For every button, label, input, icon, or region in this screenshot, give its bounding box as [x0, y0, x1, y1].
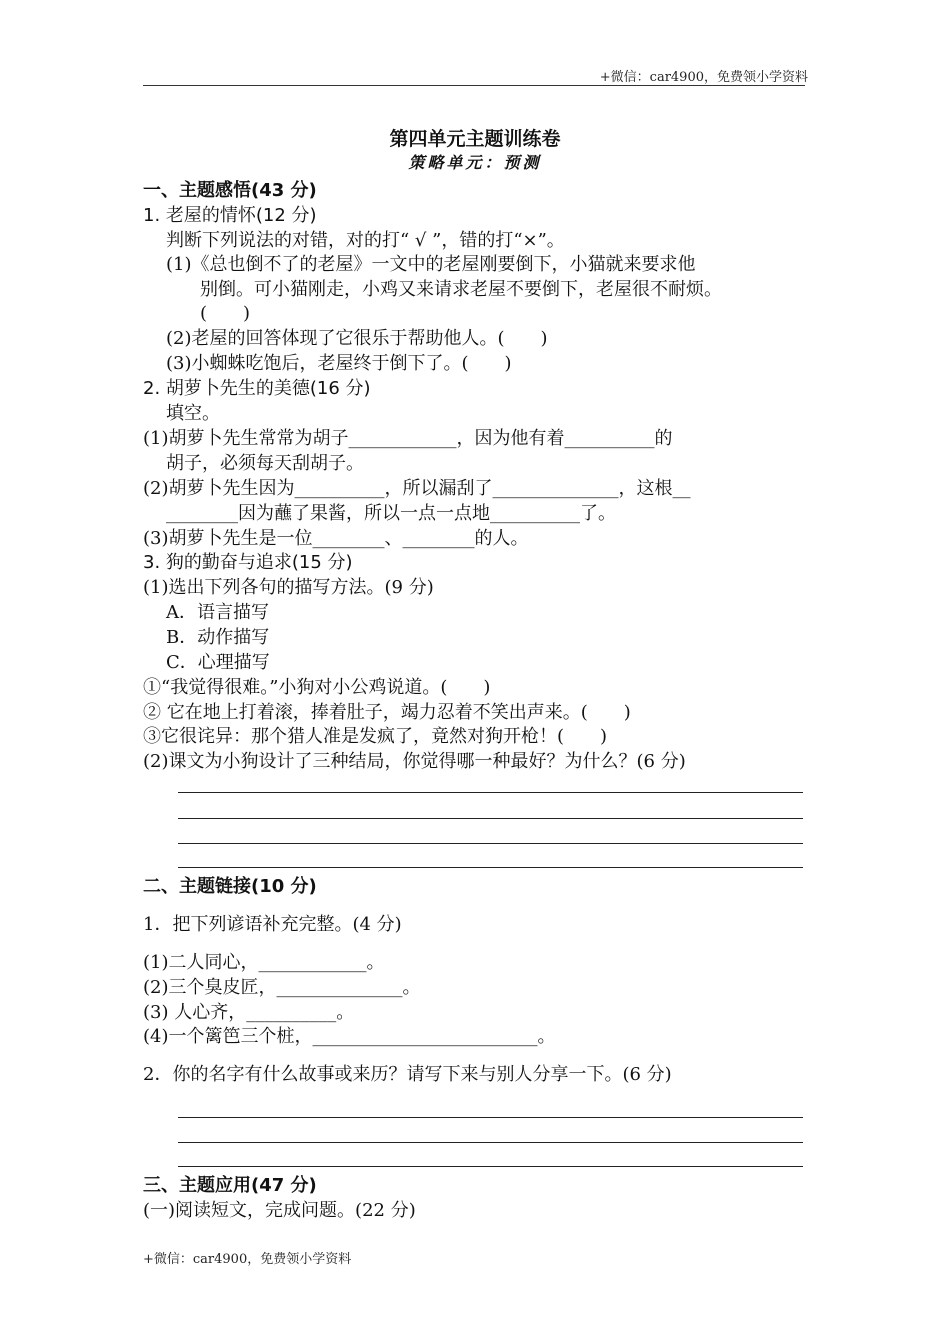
question-title: 2．你的名字有什么故事或来历？请写下来与别人分享一下。(6 分) — [143, 1064, 672, 1085]
question-title: 1. 老屋的情怀(12 分) — [143, 205, 317, 226]
question-title: 1．把下列谚语补充完整。(4 分) — [143, 914, 402, 935]
sentence-item: ①“我觉得很难。”小狗对小公鸡说道。( ) — [143, 677, 491, 698]
footer-note: +微信：car4900，免费领小学资料 — [143, 1252, 352, 1267]
proverb-item: (4)一个篱笆三个桩，_________________________。 — [143, 1026, 556, 1047]
question-item: (1)胡萝卜先生常常为胡子____________，因为他有着__________的 — [143, 428, 673, 449]
option-item: A．语言描写 — [166, 602, 269, 623]
answer-line[interactable] — [178, 1142, 803, 1143]
question-item: (2)老屋的回答体现了它很乐于帮助他人。( ) — [166, 328, 548, 349]
question-item: (2)胡萝卜先生因为__________，所以漏刮了______________，这根__ — [143, 478, 691, 499]
question-item: 别倒。可小猫刚走，小鸡又来请求老屋不要倒下，老屋很不耐烦。 — [200, 279, 722, 300]
question-item: (1)《总也倒不了的老屋》一文中的老屋刚要倒下，小猫就来要求他 — [166, 254, 696, 275]
question-title: 3. 狗的勤奋与追求(15 分) — [143, 552, 353, 573]
answer-line[interactable] — [178, 867, 803, 868]
section-heading-3: 三、主题应用(47 分) — [143, 1175, 317, 1196]
option-item: B．动作描写 — [166, 627, 270, 648]
question-item: (3)小蜘蛛吃饱后，老屋终于倒下了。( ) — [166, 353, 512, 374]
question-item: ________因为蘸了果酱，所以一点一点地__________了。 — [166, 503, 616, 524]
answer-line[interactable] — [178, 843, 803, 844]
sentence-item: ③它很诧异：那个猎人准是发疯了，竟然对狗开枪！( ) — [143, 726, 608, 747]
question-instruction: 填空。 — [166, 403, 220, 424]
question-sub: (2)课文为小狗设计了三种结局，你觉得哪一种最好？为什么？(6 分) — [143, 751, 686, 772]
header-rule — [143, 85, 805, 86]
answer-line[interactable] — [178, 818, 803, 819]
option-item: C．心理描写 — [166, 652, 270, 673]
sentence-item: ② 它在地上打着滚，捧着肚子，竭力忍着不笑出声来。( ) — [143, 702, 631, 723]
section-heading-1: 一、主题感悟(43 分) — [143, 180, 317, 201]
question-title: 2. 胡萝卜先生的美德(16 分) — [143, 378, 371, 399]
question-item: 胡子，必须每天刮胡子。 — [166, 453, 364, 474]
question-item: (3)胡萝卜先生是一位________、________的人。 — [143, 528, 529, 549]
page-subtitle: 策略单元：预测 — [408, 153, 542, 172]
answer-line[interactable] — [178, 1117, 803, 1118]
reading-part-title: (一)阅读短文，完成问题。(22 分) — [143, 1200, 416, 1221]
answer-blank: ( ) — [200, 303, 251, 324]
proverb-item: (3) 人心齐，__________。 — [143, 1002, 355, 1023]
section-heading-2: 二、主题链接(10 分) — [143, 876, 317, 897]
question-sub: (1)选出下列各句的描写方法。(9 分) — [143, 577, 434, 598]
header-note: +微信：car4900，免费领小学资料 — [599, 70, 808, 85]
answer-line[interactable] — [178, 1166, 803, 1167]
proverb-item: (1)二人同心，____________。 — [143, 952, 385, 973]
proverb-item: (2)三个臭皮匠，______________。 — [143, 977, 421, 998]
answer-line[interactable] — [178, 792, 803, 793]
page-title: 第四单元主题训练卷 — [389, 128, 561, 150]
question-instruction: 判断下列说法的对错，对的打“ √ ”，错的打“×”。 — [166, 230, 565, 251]
